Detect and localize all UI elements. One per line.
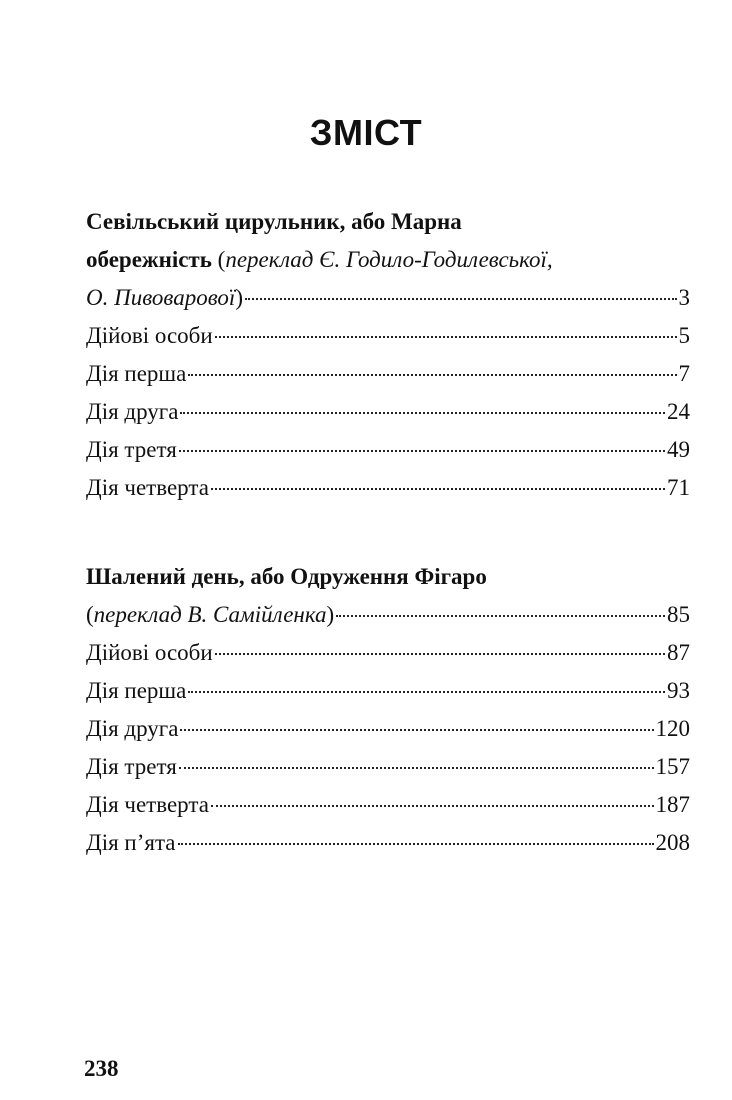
toc-entry[interactable] xyxy=(86,393,690,431)
dot-leader xyxy=(180,412,665,414)
page-number: 238 xyxy=(84,1056,119,1081)
page-ref: 5 xyxy=(678,323,690,348)
toc-entry[interactable] xyxy=(86,317,690,355)
toc-entry-label: Дія четверта xyxy=(86,475,209,500)
dot-leader xyxy=(336,615,665,617)
translator-credit-continued: О. Пивоварової) xyxy=(86,285,243,310)
toc-entry[interactable] xyxy=(86,431,690,469)
page-ref: 49 xyxy=(667,437,690,462)
page-ref: 3 xyxy=(678,285,690,310)
toc-entry[interactable] xyxy=(86,672,690,710)
section-title: Севільський цирульник, або Марна xyxy=(86,209,462,234)
dot-leader xyxy=(215,653,665,655)
dot-leader xyxy=(188,691,665,693)
page-ref: 85 xyxy=(667,602,690,627)
dot-leader xyxy=(179,767,654,769)
toc-entry-label: Дія п’ята xyxy=(86,830,176,855)
toc-entry-label: Дія друга xyxy=(86,399,179,424)
page-title: ЗМІСТ xyxy=(309,112,423,153)
toc-section-sevilsky xyxy=(86,203,690,507)
toc-entry-label: Дія перша xyxy=(86,678,187,703)
page-ref: 157 xyxy=(655,754,690,779)
page-ref: 120 xyxy=(655,716,690,741)
toc-entry-label: Дія третя xyxy=(86,754,177,779)
dot-leader xyxy=(215,336,677,338)
page-ref: 208 xyxy=(655,830,690,855)
toc-entry[interactable] xyxy=(86,279,690,317)
page-ref: 187 xyxy=(655,792,690,817)
section-title: Шалений день, або Одруження Фігаро xyxy=(86,564,487,589)
toc-entry-label: Дія перша xyxy=(86,361,187,386)
toc-entry[interactable] xyxy=(86,596,690,634)
page-ref: 93 xyxy=(667,678,690,703)
toc-entry-label: Дійові особи xyxy=(86,323,213,348)
section-title-bold: обережність xyxy=(86,247,212,272)
toc-entry[interactable] xyxy=(86,748,690,786)
toc-entry[interactable] xyxy=(86,824,690,862)
dot-leader xyxy=(211,488,665,490)
translator-credit: переклад Є. Годило-Годилевської, xyxy=(225,247,553,272)
toc-entry-label: Дія четверта xyxy=(86,792,209,817)
toc-entry-label: Дія друга xyxy=(86,716,179,741)
translator-credit: (переклад В. Самійленка) xyxy=(86,602,335,627)
page-ref: 87 xyxy=(667,640,690,665)
toc-entry-label: Дійові особи xyxy=(86,640,213,665)
section-title-continued xyxy=(86,241,690,279)
toc-entry[interactable] xyxy=(86,710,690,748)
dot-leader xyxy=(179,450,665,452)
page-ref: 7 xyxy=(678,361,690,386)
dot-leader xyxy=(211,805,654,807)
page-ref: 24 xyxy=(667,399,690,424)
toc-entry[interactable] xyxy=(86,634,690,672)
dot-leader xyxy=(180,729,653,731)
dot-leader xyxy=(178,843,654,845)
toc-entry[interactable] xyxy=(86,469,690,507)
dot-leader xyxy=(245,298,677,300)
dot-leader xyxy=(188,374,676,376)
toc-section-figaro xyxy=(86,558,690,862)
toc-entry[interactable] xyxy=(86,355,690,393)
page-ref: 71 xyxy=(667,475,690,500)
toc-entry[interactable] xyxy=(86,786,690,824)
open-paren: ( xyxy=(211,247,226,272)
toc-entry-label: Дія третя xyxy=(86,437,177,462)
